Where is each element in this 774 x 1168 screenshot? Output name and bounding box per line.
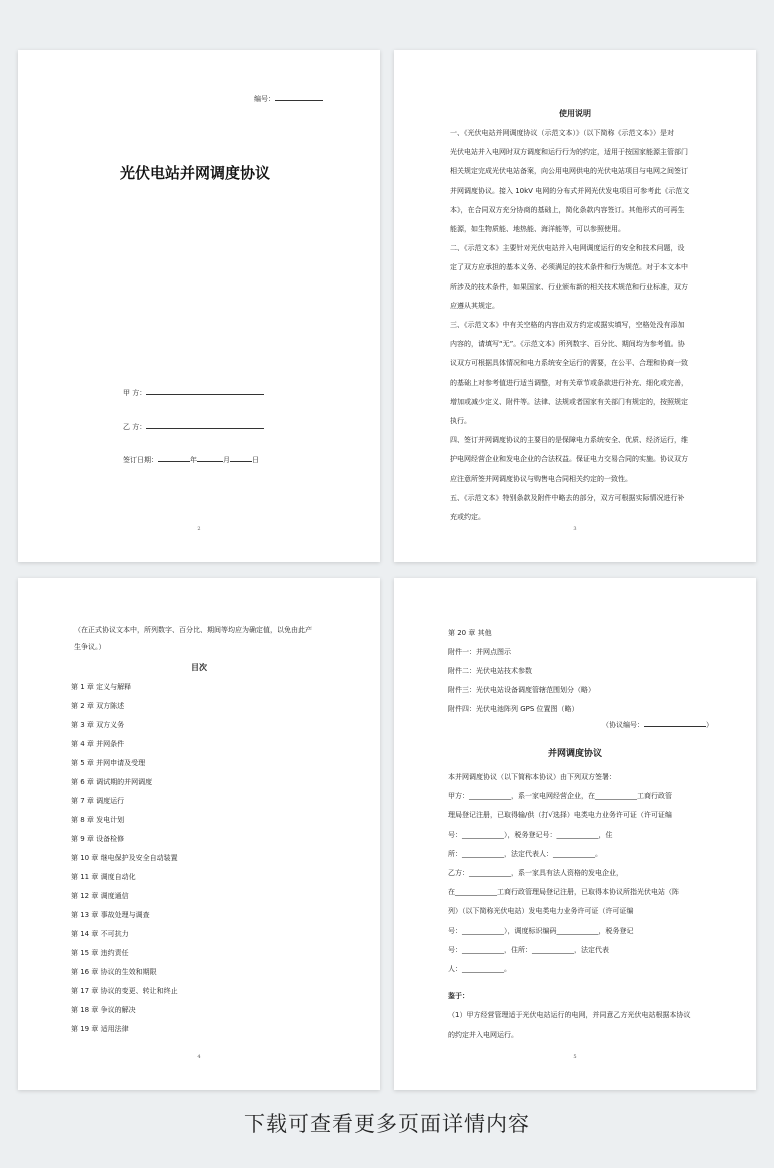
instructions-line: 定了双方应承担的基本义务、必须满足的技术条件和行为规范。对于本文本中: [450, 263, 688, 272]
page-number: 2: [197, 526, 201, 532]
agreement-intro: 本并网调度协议（以下简称本协议）由下列双方签署：: [448, 773, 616, 781]
agreement-line: 甲方：____________，系一家电网经营企业，在____________工商行政管: [448, 792, 672, 801]
month-label: 月: [223, 456, 230, 464]
appendix-item[interactable]: 第 20 章 其他: [448, 629, 492, 637]
toc-item[interactable]: 第 19 章 适用法律: [71, 1025, 129, 1033]
toc-item[interactable]: 第 18 章 争议的解决: [71, 1006, 136, 1014]
agreement-number: [602, 720, 713, 730]
clause-line: 的约定并入电网运行。: [448, 1030, 518, 1039]
agreement-line: 号：____________，住所：____________，法定代表: [448, 945, 609, 954]
agreement-number-blank: [644, 720, 706, 727]
instructions-body: [450, 124, 712, 527]
toc-note: [74, 622, 344, 656]
toc-item[interactable]: 第 5 章 并网申请及受理: [71, 759, 146, 767]
agreement-line: 号：____________），调度标识编码____________，税务登记: [448, 926, 634, 935]
instructions-line: 一、《光伏电站并网调度协议（示范文本）》（以下简称《示范文本》）是对: [450, 129, 674, 137]
toc-item[interactable]: 第 11 章 调度自动化: [71, 873, 136, 881]
agreement-line: 列）（以下简称光伏电站）发电类电力业务许可证（许可证编: [448, 907, 634, 916]
toc-item[interactable]: 第 17 章 协议的变更、转让和终止: [71, 987, 178, 995]
instructions-line: 二、《示范文本》主要针对光伏电站并入电网调度运行的安全和技术问题，设: [450, 244, 685, 253]
appendix-item[interactable]: 附件三：光伏电站设备调度管辖范围划分（略）: [448, 686, 595, 694]
agreement-line: 在____________工商行政管理局登记注册，已取得本协议所指光伏电站（阵: [448, 888, 679, 897]
agreement-line: 理局登记注册，已取得输/供（打√选择）电类电力业务许可证（许可证编: [448, 811, 672, 820]
agreement-number-suffix: ）: [706, 721, 713, 729]
toc-item[interactable]: 第 16 章 协议的生效和期限: [71, 968, 157, 976]
page-number: 3: [573, 526, 577, 532]
document-number-label: 编号：: [254, 95, 275, 103]
instructions-line: 议双方可根据具体情况和电力系统安全运行的需要，在公平、合理和协商一致: [450, 359, 688, 368]
instructions-line: 并网调度协议。接入 10kV 电网的分布式并网光伏发电项目可参考此《示范文: [450, 186, 690, 195]
party-b-blank: [146, 422, 264, 429]
sign-date-field: [123, 455, 259, 465]
document-page-cover: [18, 50, 380, 562]
instructions-line: 增加或减少定义、附件等。法律、法规或者国家有关部门有规定的，按照规定: [450, 397, 688, 406]
toc-item[interactable]: 第 7 章 调度运行: [71, 797, 125, 805]
instructions-heading: 使用说明: [559, 109, 591, 118]
instructions-line: 五、《示范文本》特别条款及附件中略去的部分，双方可根据实际情况进行补: [450, 493, 685, 502]
toc-item[interactable]: 第 14 章 不可抗力: [71, 930, 129, 938]
instructions-line: 护电网经营企业和发电企业的合法权益。保证电力交易合同的实施。协议双方: [450, 455, 688, 464]
appendix-item[interactable]: 附件一：并网点图示: [448, 648, 511, 656]
appendix-list: [448, 624, 718, 719]
party-b-field: [123, 422, 264, 432]
instructions-line: 相关规定完成光伏电站备案，向公用电网供电的光伏电站项目与电网之间签订: [450, 167, 688, 176]
document-page-instructions: [394, 50, 756, 562]
agreement-number-prefix: （协议编号：: [602, 721, 644, 729]
toc-item[interactable]: 第 2 章 双方陈述: [71, 702, 125, 710]
instructions-line: 应注意所签并网调度协议与购售电合同相关约定的一致性。: [450, 474, 632, 483]
agreement-title: 并网调度协议: [547, 749, 602, 759]
agreement-line: 号：____________），税务登记号：____________，住: [448, 830, 613, 839]
toc-item[interactable]: 第 12 章 调度通信: [71, 892, 129, 900]
clause-line: （1）甲方经营管理适于光伏电站运行的电网，并同意乙方光伏电站根据本协议: [448, 1011, 691, 1020]
instructions-line: 本》，在合同双方充分协商的基础上，简化条款内容签订。其他形式的可再生: [450, 205, 685, 214]
toc-item[interactable]: 第 6 章 调试期的并网调度: [71, 778, 153, 786]
toc-item[interactable]: 第 8 章 发电计划: [71, 816, 125, 824]
agreement-body: [448, 768, 718, 1045]
toc-title: 目次: [191, 663, 207, 672]
instructions-line: 光伏电站并入电网时双方调度和运行行为的约定，适用于按国家能源主管部门: [450, 148, 688, 157]
toc-item[interactable]: 第 1 章 定义与解释: [71, 683, 132, 691]
toc-list: [71, 678, 331, 1039]
toc-item[interactable]: 第 13 章 事故处理与调查: [71, 911, 150, 919]
agreement-line: 乙方：____________，系一家具有法人资格的发电企业，: [448, 869, 623, 878]
page-number: 5: [573, 1054, 577, 1060]
download-more-caption[interactable]: 下载可查看更多页面详情内容: [244, 1112, 530, 1136]
agreement-line: 所：____________，法定代表人：____________。: [448, 849, 602, 858]
instructions-line: 能源，如生物质能、地热能、海洋能等，可以参照使用。: [450, 225, 625, 234]
instructions-line: 三、《示范文本》中有关空格的内容由双方约定或据实填写，空格处没有添加: [450, 321, 685, 330]
agreement-line: 人：____________。: [448, 965, 511, 974]
instructions-line: 应遵从其规定。: [450, 301, 499, 310]
document-page-agreement: [394, 578, 756, 1090]
instructions-line: 所涉及的技术条件，如果国家、行业颁布新的相关技术规范和行业标准，双方: [450, 282, 688, 291]
day-blank: [230, 455, 252, 462]
party-a-blank: [146, 388, 264, 395]
instructions-line: 内容的，请填写“无”。《示范文本》所列数字、百分比、期间均为参考值。协: [450, 340, 685, 349]
party-a-label: 甲 方：: [123, 389, 147, 397]
appendix-item[interactable]: 附件二：光伏电站技术参数: [448, 667, 532, 675]
appendix-item[interactable]: 附件四：光伏电池阵列 GPS 位置图（略）: [448, 705, 579, 713]
year-blank: [158, 455, 190, 462]
day-label: 日: [252, 456, 259, 464]
document-number-field: [254, 94, 323, 104]
toc-item[interactable]: 第 15 章 违约责任: [71, 949, 129, 957]
instructions-line: 四、签订并网调度协议的主要目的是保障电力系统安全、优质、经济运行，维: [450, 436, 688, 445]
month-blank: [197, 455, 223, 462]
instructions-line: 充或约定。: [450, 513, 485, 522]
instructions-line: 执行。: [450, 417, 471, 426]
sign-date-label: 签订日期：: [123, 456, 158, 464]
page-number: 4: [197, 1054, 201, 1060]
document-number-blank: [275, 94, 323, 101]
instructions-line: 的基础上对参考值进行适当调整，对有关章节或条款进行补充、细化或完善，: [450, 378, 688, 387]
toc-item[interactable]: 第 4 章 并网条件: [71, 740, 125, 748]
document-page-toc: [18, 578, 380, 1090]
toc-item[interactable]: 第 10 章 继电保护及安全自动装置: [71, 854, 178, 862]
party-a-field: [123, 388, 264, 398]
party-b-label: 乙 方：: [123, 423, 147, 431]
document-title: 光伏电站并网调度协议: [120, 164, 271, 182]
toc-item[interactable]: 第 3 章 双方义务: [71, 721, 125, 729]
toc-item[interactable]: 第 9 章 设备检修: [71, 835, 125, 843]
year-label: 年: [190, 456, 197, 464]
toc-note-line: 生争议。）: [74, 643, 106, 651]
whereas-label: 鉴于：: [448, 992, 469, 1001]
toc-note-line: （在正式协议文本中，所列数字、百分比、期间等均应为确定值，以免由此产: [74, 626, 312, 634]
